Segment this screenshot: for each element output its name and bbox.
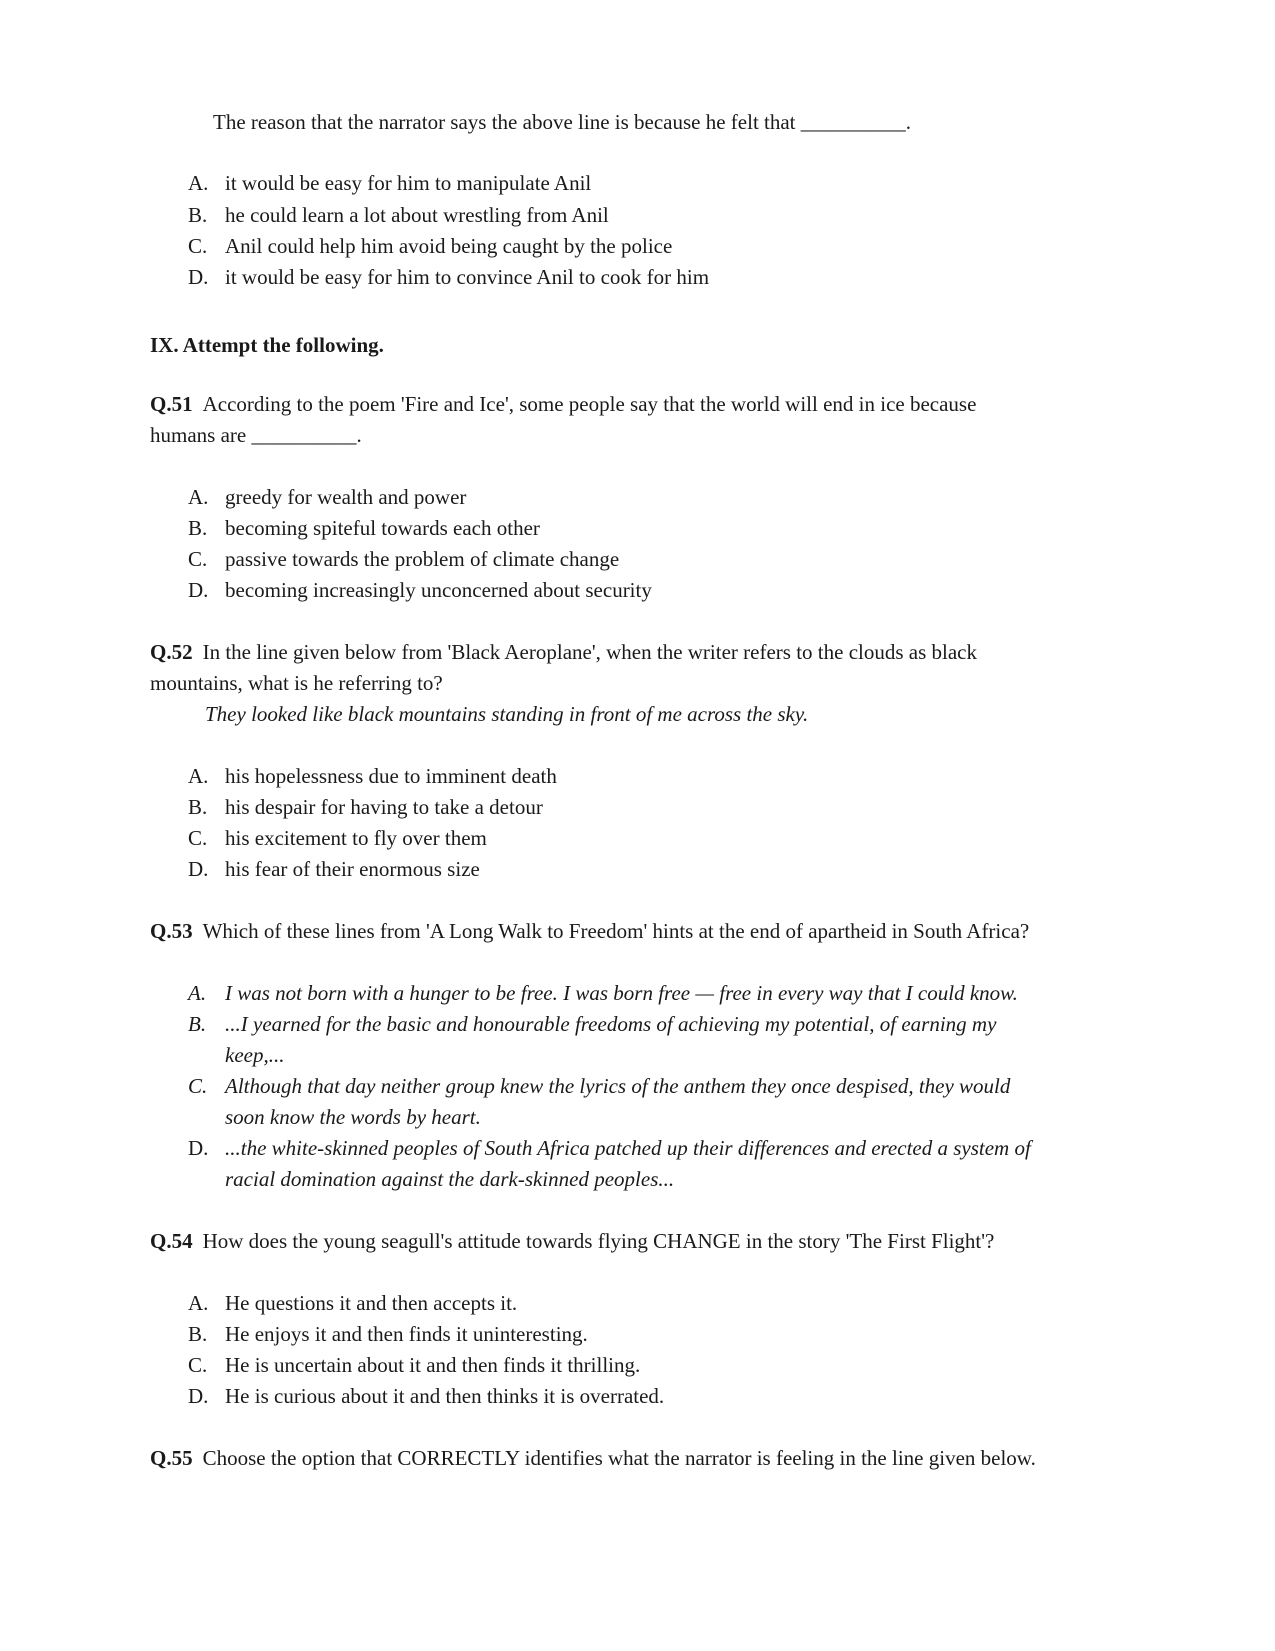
- question-number: Q.53: [150, 919, 193, 943]
- option-letter: D.: [188, 265, 209, 289]
- option-text: greedy for wealth and power: [225, 485, 467, 509]
- option-text: ...I yearned for the basic and honourable freedoms of achieving my potential, of earning my: [225, 1012, 997, 1036]
- option-letter: C.: [188, 234, 208, 258]
- option-text: He is curious about it and then thinks it is overrated.: [225, 1384, 665, 1408]
- option-letter: C.: [188, 1074, 208, 1098]
- option-text: He questions it and then accepts it.: [225, 1291, 518, 1315]
- question-number: Q.55: [150, 1446, 193, 1470]
- question-text: Which of these lines from 'A Long Walk to Freedom' hints at the end of apartheid in South Africa?: [202, 919, 1030, 943]
- option-text: Although that day neither group knew the lyrics of the anthem they once despised, they would: [225, 1074, 1011, 1098]
- option-letter: A.: [188, 981, 207, 1005]
- option-text-continued: soon know the words by heart.: [225, 1105, 481, 1129]
- option-text: it would be easy for him to convince Anil to cook for him: [225, 265, 710, 289]
- q51-stem-line2: humans are __________.: [150, 423, 362, 447]
- question-text: Choose the option that CORRECTLY identifies what the narrator is feeling in the line given below.: [202, 1446, 1036, 1470]
- q50-stem: The reason that the narrator says the above line is because he felt that __________.: [213, 110, 912, 134]
- question-text: How does the young seagull's attitude towards flying CHANGE in the story 'The First Flight'?: [202, 1229, 995, 1253]
- q52-quote: They looked like black mountains standing in front of me across the sky.: [205, 702, 809, 726]
- option-text-continued: racial domination against the dark-skinned peoples...: [225, 1167, 675, 1191]
- option-text: Anil could help him avoid being caught by the police: [225, 234, 673, 258]
- option-text: passive towards the problem of climate change: [225, 547, 620, 571]
- option-text: ...the white-skinned peoples of South Africa patched up their differences and erected a system of: [225, 1136, 1031, 1160]
- option-text: it would be easy for him to manipulate Anil: [225, 171, 592, 195]
- option-text: his despair for having to take a detour: [225, 795, 543, 819]
- option-text: becoming spiteful towards each other: [225, 516, 540, 540]
- q51-stem-line1: [150, 394, 976, 415]
- option-letter: A.: [188, 485, 209, 509]
- option-letter: D.: [188, 1136, 209, 1160]
- question-text: In the line given below from 'Black Aeroplane', when the writer refers to the clouds as black: [202, 640, 977, 664]
- option-letter: C.: [188, 826, 208, 850]
- option-letter: C.: [188, 1353, 208, 1377]
- option-text: He is uncertain about it and then finds it thrilling.: [225, 1353, 641, 1377]
- section-heading: IX. Attempt the following.: [150, 333, 384, 357]
- option-text: He enjoys it and then finds it uninteresting.: [225, 1322, 588, 1346]
- option-letter: B.: [188, 1012, 207, 1036]
- option-letter: D.: [188, 857, 209, 881]
- q52-stem-line1: [150, 642, 977, 663]
- option-letter: A.: [188, 171, 209, 195]
- q54-stem: [150, 1231, 994, 1252]
- option-letter: B.: [188, 795, 208, 819]
- option-letter: D.: [188, 578, 209, 602]
- option-letter: A.: [188, 1291, 209, 1315]
- option-text-continued: keep,...: [225, 1043, 285, 1067]
- option-text: I was not born with a hunger to be free. I was born free — free in every way that I could know.: [225, 981, 1018, 1005]
- question-text: According to the poem 'Fire and Ice', some people say that the world will end in ice because: [202, 392, 977, 416]
- option-text: his excitement to fly over them: [225, 826, 487, 850]
- option-text: becoming increasingly unconcerned about security: [225, 578, 652, 602]
- option-text: he could learn a lot about wrestling from Anil: [225, 203, 609, 227]
- option-letter: C.: [188, 547, 208, 571]
- question-number: Q.54: [150, 1229, 193, 1253]
- q55-stem: [150, 1448, 1036, 1469]
- option-text: his hopelessness due to imminent death: [225, 764, 557, 788]
- option-letter: B.: [188, 516, 208, 540]
- question-number: Q.51: [150, 392, 193, 416]
- option-letter: B.: [188, 203, 208, 227]
- q53-stem: [150, 921, 1029, 942]
- q52-stem-line2: mountains, what is he referring to?: [150, 671, 443, 695]
- question-number: Q.52: [150, 640, 193, 664]
- option-letter: D.: [188, 1384, 209, 1408]
- option-letter: B.: [188, 1322, 208, 1346]
- option-letter: A.: [188, 764, 209, 788]
- option-text: his fear of their enormous size: [225, 857, 480, 881]
